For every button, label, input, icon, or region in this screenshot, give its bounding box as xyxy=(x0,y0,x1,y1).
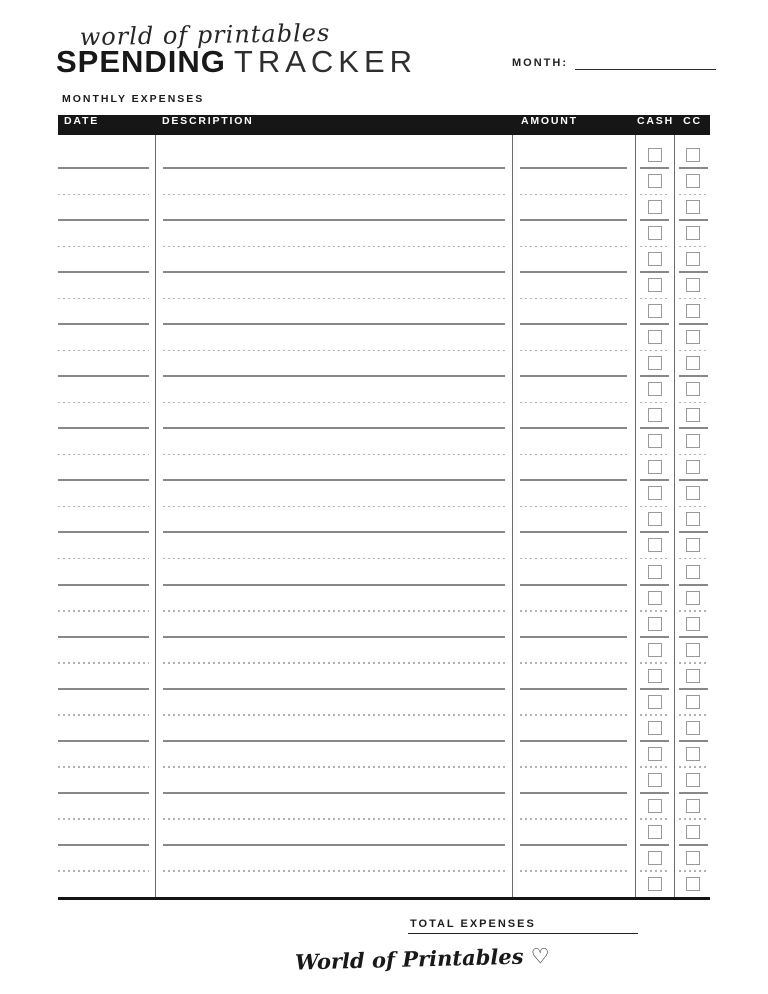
description-field[interactable] xyxy=(156,135,513,168)
amount-field[interactable] xyxy=(513,246,636,272)
amount-field[interactable] xyxy=(513,506,636,532)
description-field[interactable] xyxy=(156,767,513,793)
total-expenses-label: TOTAL EXPENSES xyxy=(410,918,536,930)
cc-checkbox[interactable] xyxy=(686,565,700,579)
cc-cell xyxy=(675,298,710,324)
cc-cell xyxy=(675,819,710,845)
cc-checkbox[interactable] xyxy=(686,617,700,631)
cc-cell xyxy=(675,402,710,428)
date-field[interactable] xyxy=(58,819,156,845)
cc-checkbox[interactable] xyxy=(686,747,700,761)
date-field[interactable] xyxy=(58,246,156,272)
cc-checkbox[interactable] xyxy=(686,252,700,266)
cash-cell xyxy=(636,272,675,298)
amount-field[interactable] xyxy=(513,611,636,637)
amount-field[interactable] xyxy=(513,845,636,871)
table-row xyxy=(58,350,710,376)
amount-field[interactable] xyxy=(513,767,636,793)
cc-checkbox[interactable] xyxy=(686,538,700,552)
table-row xyxy=(58,611,710,637)
date-field[interactable] xyxy=(58,845,156,871)
cash-cell xyxy=(636,246,675,272)
cash-cell xyxy=(636,376,675,402)
cc-cell xyxy=(675,845,710,871)
cash-cell xyxy=(636,715,675,741)
cash-checkbox[interactable] xyxy=(648,512,662,526)
description-field[interactable] xyxy=(156,454,513,480)
date-field[interactable] xyxy=(58,663,156,689)
table-row xyxy=(58,532,710,558)
cash-cell xyxy=(636,194,675,220)
month-input-line[interactable] xyxy=(575,56,716,70)
table-row xyxy=(58,845,710,871)
table-row xyxy=(58,506,710,532)
cash-checkbox[interactable] xyxy=(648,851,662,865)
cash-cell xyxy=(636,871,675,897)
cash-checkbox[interactable] xyxy=(648,669,662,683)
cash-checkbox[interactable] xyxy=(648,304,662,318)
date-field[interactable] xyxy=(58,428,156,454)
date-field[interactable] xyxy=(58,350,156,376)
cc-checkbox[interactable] xyxy=(686,278,700,292)
cash-cell xyxy=(636,637,675,663)
brand-signature: World of Printables ♡ xyxy=(294,942,550,975)
cc-checkbox[interactable] xyxy=(686,330,700,344)
date-field[interactable] xyxy=(58,324,156,350)
brand-script-logo: world of printables xyxy=(79,18,331,52)
cc-cell xyxy=(675,637,710,663)
amount-field[interactable] xyxy=(513,402,636,428)
cc-cell xyxy=(675,194,710,220)
cc-cell xyxy=(675,871,710,897)
description-field[interactable] xyxy=(156,402,513,428)
description-field[interactable] xyxy=(156,637,513,663)
column-header-amount: AMOUNT xyxy=(521,115,578,127)
cc-cell xyxy=(675,558,710,584)
cash-cell xyxy=(636,454,675,480)
month-label: MONTH: xyxy=(512,57,568,69)
description-field[interactable] xyxy=(156,376,513,402)
cash-checkbox[interactable] xyxy=(648,356,662,370)
description-field[interactable] xyxy=(156,246,513,272)
cc-checkbox[interactable] xyxy=(686,382,700,396)
cc-checkbox[interactable] xyxy=(686,773,700,787)
table-body xyxy=(58,135,710,897)
date-field[interactable] xyxy=(58,194,156,220)
cc-checkbox[interactable] xyxy=(686,460,700,474)
total-expenses-input-line[interactable] xyxy=(408,933,638,934)
table-row xyxy=(58,558,710,584)
description-field[interactable] xyxy=(156,663,513,689)
amount-field[interactable] xyxy=(513,480,636,506)
column-header-date: DATE xyxy=(64,115,100,127)
description-field[interactable] xyxy=(156,819,513,845)
cc-cell xyxy=(675,585,710,611)
description-field[interactable] xyxy=(156,298,513,324)
amount-field[interactable] xyxy=(513,168,636,194)
cash-cell xyxy=(636,558,675,584)
cc-checkbox[interactable] xyxy=(686,851,700,865)
cash-checkbox[interactable] xyxy=(648,877,662,891)
section-label-monthly-expenses: MONTHLY EXPENSES xyxy=(62,93,205,105)
cash-checkbox[interactable] xyxy=(648,174,662,188)
date-field[interactable] xyxy=(58,793,156,819)
cc-cell xyxy=(675,532,710,558)
table-row xyxy=(58,663,710,689)
description-field[interactable] xyxy=(156,532,513,558)
date-field[interactable] xyxy=(58,454,156,480)
cc-checkbox[interactable] xyxy=(686,226,700,240)
cc-cell xyxy=(675,246,710,272)
cc-checkbox[interactable] xyxy=(686,591,700,605)
date-field[interactable] xyxy=(58,767,156,793)
amount-field[interactable] xyxy=(513,135,636,168)
cash-checkbox[interactable] xyxy=(648,825,662,839)
table-row xyxy=(58,871,710,897)
cc-cell xyxy=(675,715,710,741)
cash-checkbox[interactable] xyxy=(648,695,662,709)
date-field[interactable] xyxy=(58,637,156,663)
description-field[interactable] xyxy=(156,428,513,454)
date-field[interactable] xyxy=(58,402,156,428)
table-row xyxy=(58,376,710,402)
cc-cell xyxy=(675,611,710,637)
cash-cell xyxy=(636,845,675,871)
cc-checkbox[interactable] xyxy=(686,356,700,370)
table-row xyxy=(58,585,710,611)
description-field[interactable] xyxy=(156,689,513,715)
date-field[interactable] xyxy=(58,558,156,584)
amount-field[interactable] xyxy=(513,585,636,611)
cc-cell xyxy=(675,168,710,194)
table-row xyxy=(58,819,710,845)
table-header-row xyxy=(58,115,710,135)
description-field[interactable] xyxy=(156,324,513,350)
cc-cell xyxy=(675,324,710,350)
amount-field[interactable] xyxy=(513,689,636,715)
table-row xyxy=(58,715,710,741)
amount-field[interactable] xyxy=(513,819,636,845)
cc-cell xyxy=(675,767,710,793)
table-row xyxy=(58,689,710,715)
description-field[interactable] xyxy=(156,611,513,637)
table-row xyxy=(58,135,710,168)
table-row xyxy=(58,480,710,506)
table-row xyxy=(58,246,710,272)
cc-cell xyxy=(675,480,710,506)
cash-checkbox[interactable] xyxy=(648,538,662,552)
page-title-word-spending: SPENDING xyxy=(56,44,226,79)
amount-field[interactable] xyxy=(513,871,636,897)
cash-cell xyxy=(636,532,675,558)
cc-cell xyxy=(675,376,710,402)
cc-checkbox[interactable] xyxy=(686,721,700,735)
cash-checkbox[interactable] xyxy=(648,330,662,344)
description-field[interactable] xyxy=(156,506,513,532)
cash-checkbox[interactable] xyxy=(648,591,662,605)
cash-checkbox[interactable] xyxy=(648,773,662,787)
amount-field[interactable] xyxy=(513,663,636,689)
cc-checkbox[interactable] xyxy=(686,799,700,813)
cash-cell xyxy=(636,428,675,454)
cash-cell xyxy=(636,741,675,767)
description-field[interactable] xyxy=(156,793,513,819)
cash-checkbox[interactable] xyxy=(648,643,662,657)
table-row xyxy=(58,324,710,350)
amount-field[interactable] xyxy=(513,350,636,376)
table-row xyxy=(58,428,710,454)
cash-cell xyxy=(636,220,675,246)
date-field[interactable] xyxy=(58,715,156,741)
amount-field[interactable] xyxy=(513,428,636,454)
cash-checkbox[interactable] xyxy=(648,148,662,162)
description-field[interactable] xyxy=(156,194,513,220)
amount-field[interactable] xyxy=(513,324,636,350)
description-field[interactable] xyxy=(156,480,513,506)
cc-cell xyxy=(675,506,710,532)
cc-cell xyxy=(675,428,710,454)
cash-checkbox[interactable] xyxy=(648,278,662,292)
cash-checkbox[interactable] xyxy=(648,408,662,422)
cash-cell xyxy=(636,819,675,845)
description-field[interactable] xyxy=(156,558,513,584)
amount-field[interactable] xyxy=(513,532,636,558)
cc-cell xyxy=(675,793,710,819)
date-field[interactable] xyxy=(58,480,156,506)
cc-cell xyxy=(675,663,710,689)
date-field[interactable] xyxy=(58,220,156,246)
expense-table xyxy=(58,115,710,900)
cash-checkbox[interactable] xyxy=(648,382,662,396)
cash-checkbox[interactable] xyxy=(648,565,662,579)
cc-checkbox[interactable] xyxy=(686,200,700,214)
amount-field[interactable] xyxy=(513,298,636,324)
cash-checkbox[interactable] xyxy=(648,434,662,448)
description-field[interactable] xyxy=(156,741,513,767)
description-field[interactable] xyxy=(156,871,513,897)
cash-checkbox[interactable] xyxy=(648,252,662,266)
date-field[interactable] xyxy=(58,741,156,767)
cash-checkbox[interactable] xyxy=(648,460,662,474)
date-field[interactable] xyxy=(58,585,156,611)
table-row xyxy=(58,767,710,793)
table-row xyxy=(58,298,710,324)
cc-cell xyxy=(675,741,710,767)
amount-field[interactable] xyxy=(513,376,636,402)
table-row xyxy=(58,168,710,194)
cc-checkbox[interactable] xyxy=(686,512,700,526)
date-field[interactable] xyxy=(58,871,156,897)
amount-field[interactable] xyxy=(513,741,636,767)
cc-checkbox[interactable] xyxy=(686,825,700,839)
amount-field[interactable] xyxy=(513,637,636,663)
cash-checkbox[interactable] xyxy=(648,617,662,631)
date-field[interactable] xyxy=(58,506,156,532)
table-row xyxy=(58,741,710,767)
amount-field[interactable] xyxy=(513,194,636,220)
cc-cell xyxy=(675,272,710,298)
description-field[interactable] xyxy=(156,350,513,376)
date-field[interactable] xyxy=(58,298,156,324)
table-row xyxy=(58,793,710,819)
page-title xyxy=(56,46,417,77)
amount-field[interactable] xyxy=(513,272,636,298)
date-field[interactable] xyxy=(58,611,156,637)
cash-cell xyxy=(636,689,675,715)
cc-checkbox[interactable] xyxy=(686,669,700,683)
table-row xyxy=(58,194,710,220)
cash-checkbox[interactable] xyxy=(648,747,662,761)
cash-checkbox[interactable] xyxy=(648,226,662,240)
cc-cell xyxy=(675,689,710,715)
cc-cell xyxy=(675,454,710,480)
cc-cell xyxy=(675,220,710,246)
cash-cell xyxy=(636,135,675,168)
column-header-cc: CC xyxy=(683,115,702,127)
column-header-cash: CASH xyxy=(637,115,674,127)
cash-cell xyxy=(636,611,675,637)
cc-checkbox[interactable] xyxy=(686,434,700,448)
cash-cell xyxy=(636,793,675,819)
description-field[interactable] xyxy=(156,272,513,298)
cash-cell xyxy=(636,324,675,350)
amount-field[interactable] xyxy=(513,220,636,246)
cash-cell xyxy=(636,350,675,376)
cc-cell xyxy=(675,135,710,168)
table-row xyxy=(58,637,710,663)
amount-field[interactable] xyxy=(513,715,636,741)
table-row xyxy=(58,272,710,298)
cc-checkbox[interactable] xyxy=(686,304,700,318)
description-field[interactable] xyxy=(156,715,513,741)
amount-field[interactable] xyxy=(513,558,636,584)
cc-checkbox[interactable] xyxy=(686,174,700,188)
date-field[interactable] xyxy=(58,532,156,558)
cc-cell xyxy=(675,350,710,376)
cash-checkbox[interactable] xyxy=(648,200,662,214)
cash-cell xyxy=(636,506,675,532)
cc-checkbox[interactable] xyxy=(686,877,700,891)
description-field[interactable] xyxy=(156,845,513,871)
date-field[interactable] xyxy=(58,272,156,298)
date-field[interactable] xyxy=(58,376,156,402)
date-field[interactable] xyxy=(58,168,156,194)
table-row xyxy=(58,220,710,246)
cash-cell xyxy=(636,298,675,324)
amount-field[interactable] xyxy=(513,454,636,480)
cc-checkbox[interactable] xyxy=(686,643,700,657)
description-field[interactable] xyxy=(156,585,513,611)
amount-field[interactable] xyxy=(513,793,636,819)
cc-checkbox[interactable] xyxy=(686,486,700,500)
cash-cell xyxy=(636,663,675,689)
cc-checkbox[interactable] xyxy=(686,148,700,162)
total-expenses-group xyxy=(408,918,638,934)
page-title-word-tracker: TRACKER xyxy=(233,44,418,79)
description-field[interactable] xyxy=(156,220,513,246)
month-field-group xyxy=(512,56,716,70)
date-field[interactable] xyxy=(58,689,156,715)
cash-checkbox[interactable] xyxy=(648,799,662,813)
table-row xyxy=(58,402,710,428)
cash-cell xyxy=(636,480,675,506)
cash-checkbox[interactable] xyxy=(648,721,662,735)
column-header-description: DESCRIPTION xyxy=(162,115,254,127)
cash-cell xyxy=(636,168,675,194)
cc-checkbox[interactable] xyxy=(686,695,700,709)
cash-cell xyxy=(636,402,675,428)
cc-checkbox[interactable] xyxy=(686,408,700,422)
cash-cell xyxy=(636,767,675,793)
date-field[interactable] xyxy=(58,135,156,168)
table-row xyxy=(58,454,710,480)
description-field[interactable] xyxy=(156,168,513,194)
cash-cell xyxy=(636,585,675,611)
cash-checkbox[interactable] xyxy=(648,486,662,500)
